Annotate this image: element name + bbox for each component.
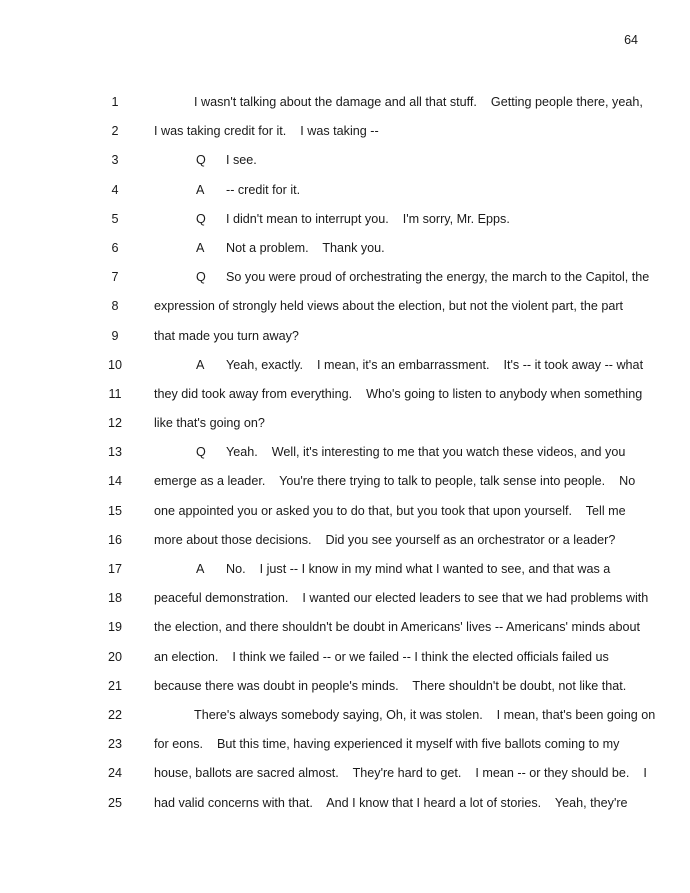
transcript-line [0, 117, 690, 146]
transcript-line [0, 438, 690, 467]
line-number: 25 [107, 795, 122, 810]
line-number: 9 [111, 328, 119, 343]
line-number: 19 [107, 620, 122, 635]
transcript-line [0, 292, 690, 321]
line-text: So you were proud of orchestrating the energy, the march to the Capitol, the [226, 270, 650, 285]
transcript-line [0, 555, 690, 584]
line-text: No. I just -- I know in my mind what I wanted to see, and that was a [226, 562, 611, 576]
speaker-label: A [196, 357, 205, 372]
transcript-body [0, 88, 690, 818]
page-number: 64 [624, 33, 638, 47]
line-text: like that's going on? [154, 416, 265, 431]
transcript-line [0, 497, 690, 526]
speaker-label: A [196, 562, 205, 576]
speaker-label: Q [196, 445, 206, 460]
transcript-line [0, 409, 690, 438]
line-number: 17 [107, 562, 122, 576]
transcript-line [0, 730, 690, 759]
transcript-line [0, 146, 690, 175]
transcript-line [0, 526, 690, 555]
line-number: 12 [107, 416, 122, 431]
line-text: Yeah. Well, it's interesting to me that you watch these videos, and you [226, 445, 626, 460]
speaker-label: Q [196, 153, 206, 168]
line-text: Yeah, exactly. I mean, it's an embarrassment. It's -- it took away -- what [226, 357, 644, 372]
transcript-line [0, 380, 690, 409]
line-number: 10 [107, 357, 122, 372]
line-number: 22 [107, 707, 122, 722]
line-text: -- credit for it. [226, 182, 301, 197]
transcript-line [0, 613, 690, 642]
line-number: 13 [107, 445, 122, 460]
line-number: 2 [111, 124, 119, 139]
line-text: one appointed you or asked you to do that, but you took that upon yourself. Tell me [154, 503, 626, 518]
speaker-label: A [196, 182, 205, 197]
line-text: house, ballots are sacred almost. They're hard to get. I mean -- or they should be. I [154, 766, 647, 781]
line-number: 16 [107, 532, 122, 547]
line-text: had valid concerns with that. And I know that I heard a lot of stories. Yeah, they're [154, 795, 628, 810]
transcript-line [0, 759, 690, 788]
line-number: 18 [107, 591, 122, 606]
transcript-line [0, 88, 690, 117]
transcript-line [0, 322, 690, 351]
line-text: I see. [226, 153, 257, 168]
line-number: 4 [111, 182, 119, 197]
line-number: 8 [111, 299, 119, 314]
line-number: 14 [107, 474, 122, 489]
transcript-line [0, 234, 690, 263]
speaker-label: Q [196, 211, 206, 226]
line-text: more about those decisions. Did you see yourself as an orchestrator or a leader? [154, 532, 616, 547]
transcript-line [0, 701, 690, 730]
line-text: they did took away from everything. Who's going to listen to anybody when something [154, 386, 643, 401]
line-text: an election. I think we failed -- or we failed -- I think the elected officials failed us [154, 649, 609, 664]
line-number: 5 [111, 211, 119, 226]
line-number: 24 [107, 766, 122, 781]
line-number: 11 [108, 386, 122, 401]
line-text: I was taking credit for it. I was taking -- [154, 124, 379, 139]
transcript-line [0, 263, 690, 292]
line-number: 3 [111, 153, 119, 168]
line-text: emerge as a leader. You're there trying to talk to people, talk sense into people. No [154, 474, 636, 489]
transcript-line [0, 672, 690, 701]
line-text: because there was doubt in people's minds. There shouldn't be doubt, not like that. [154, 678, 627, 693]
line-text: the election, and there shouldn't be doubt in Americans' lives -- Americans' minds about [154, 620, 641, 635]
line-number: 21 [107, 678, 122, 693]
transcript-line [0, 176, 690, 205]
line-text: Not a problem. Thank you. [226, 240, 385, 255]
line-text: that made you turn away? [154, 328, 299, 343]
transcript-line [0, 467, 690, 496]
line-text: for eons. But this time, having experienced it myself with five ballots coming to my [154, 737, 620, 752]
line-number: 7 [111, 270, 119, 285]
line-text: I wasn't talking about the damage and all that stuff. Getting people there, yeah, [194, 95, 643, 109]
line-text: peaceful demonstration. I wanted our elected leaders to see that we had problems with [154, 591, 649, 606]
line-number: 1 [111, 95, 119, 109]
speaker-label: Q [196, 270, 206, 285]
transcript-line [0, 789, 690, 818]
transcript-line [0, 584, 690, 613]
line-number: 23 [107, 737, 122, 752]
line-text: expression of strongly held views about the election, but not the violent part, the part [154, 299, 624, 314]
transcript-line [0, 205, 690, 234]
speaker-label: A [196, 240, 205, 255]
transcript-line [0, 643, 690, 672]
transcript-line [0, 351, 690, 380]
line-text: I didn't mean to interrupt you. I'm sorry, Mr. Epps. [226, 211, 510, 226]
line-text: There's always somebody saying, Oh, it was stolen. I mean, that's been going on [194, 707, 656, 722]
line-number: 20 [107, 649, 122, 664]
line-number: 6 [111, 240, 119, 255]
line-number: 15 [107, 503, 122, 518]
